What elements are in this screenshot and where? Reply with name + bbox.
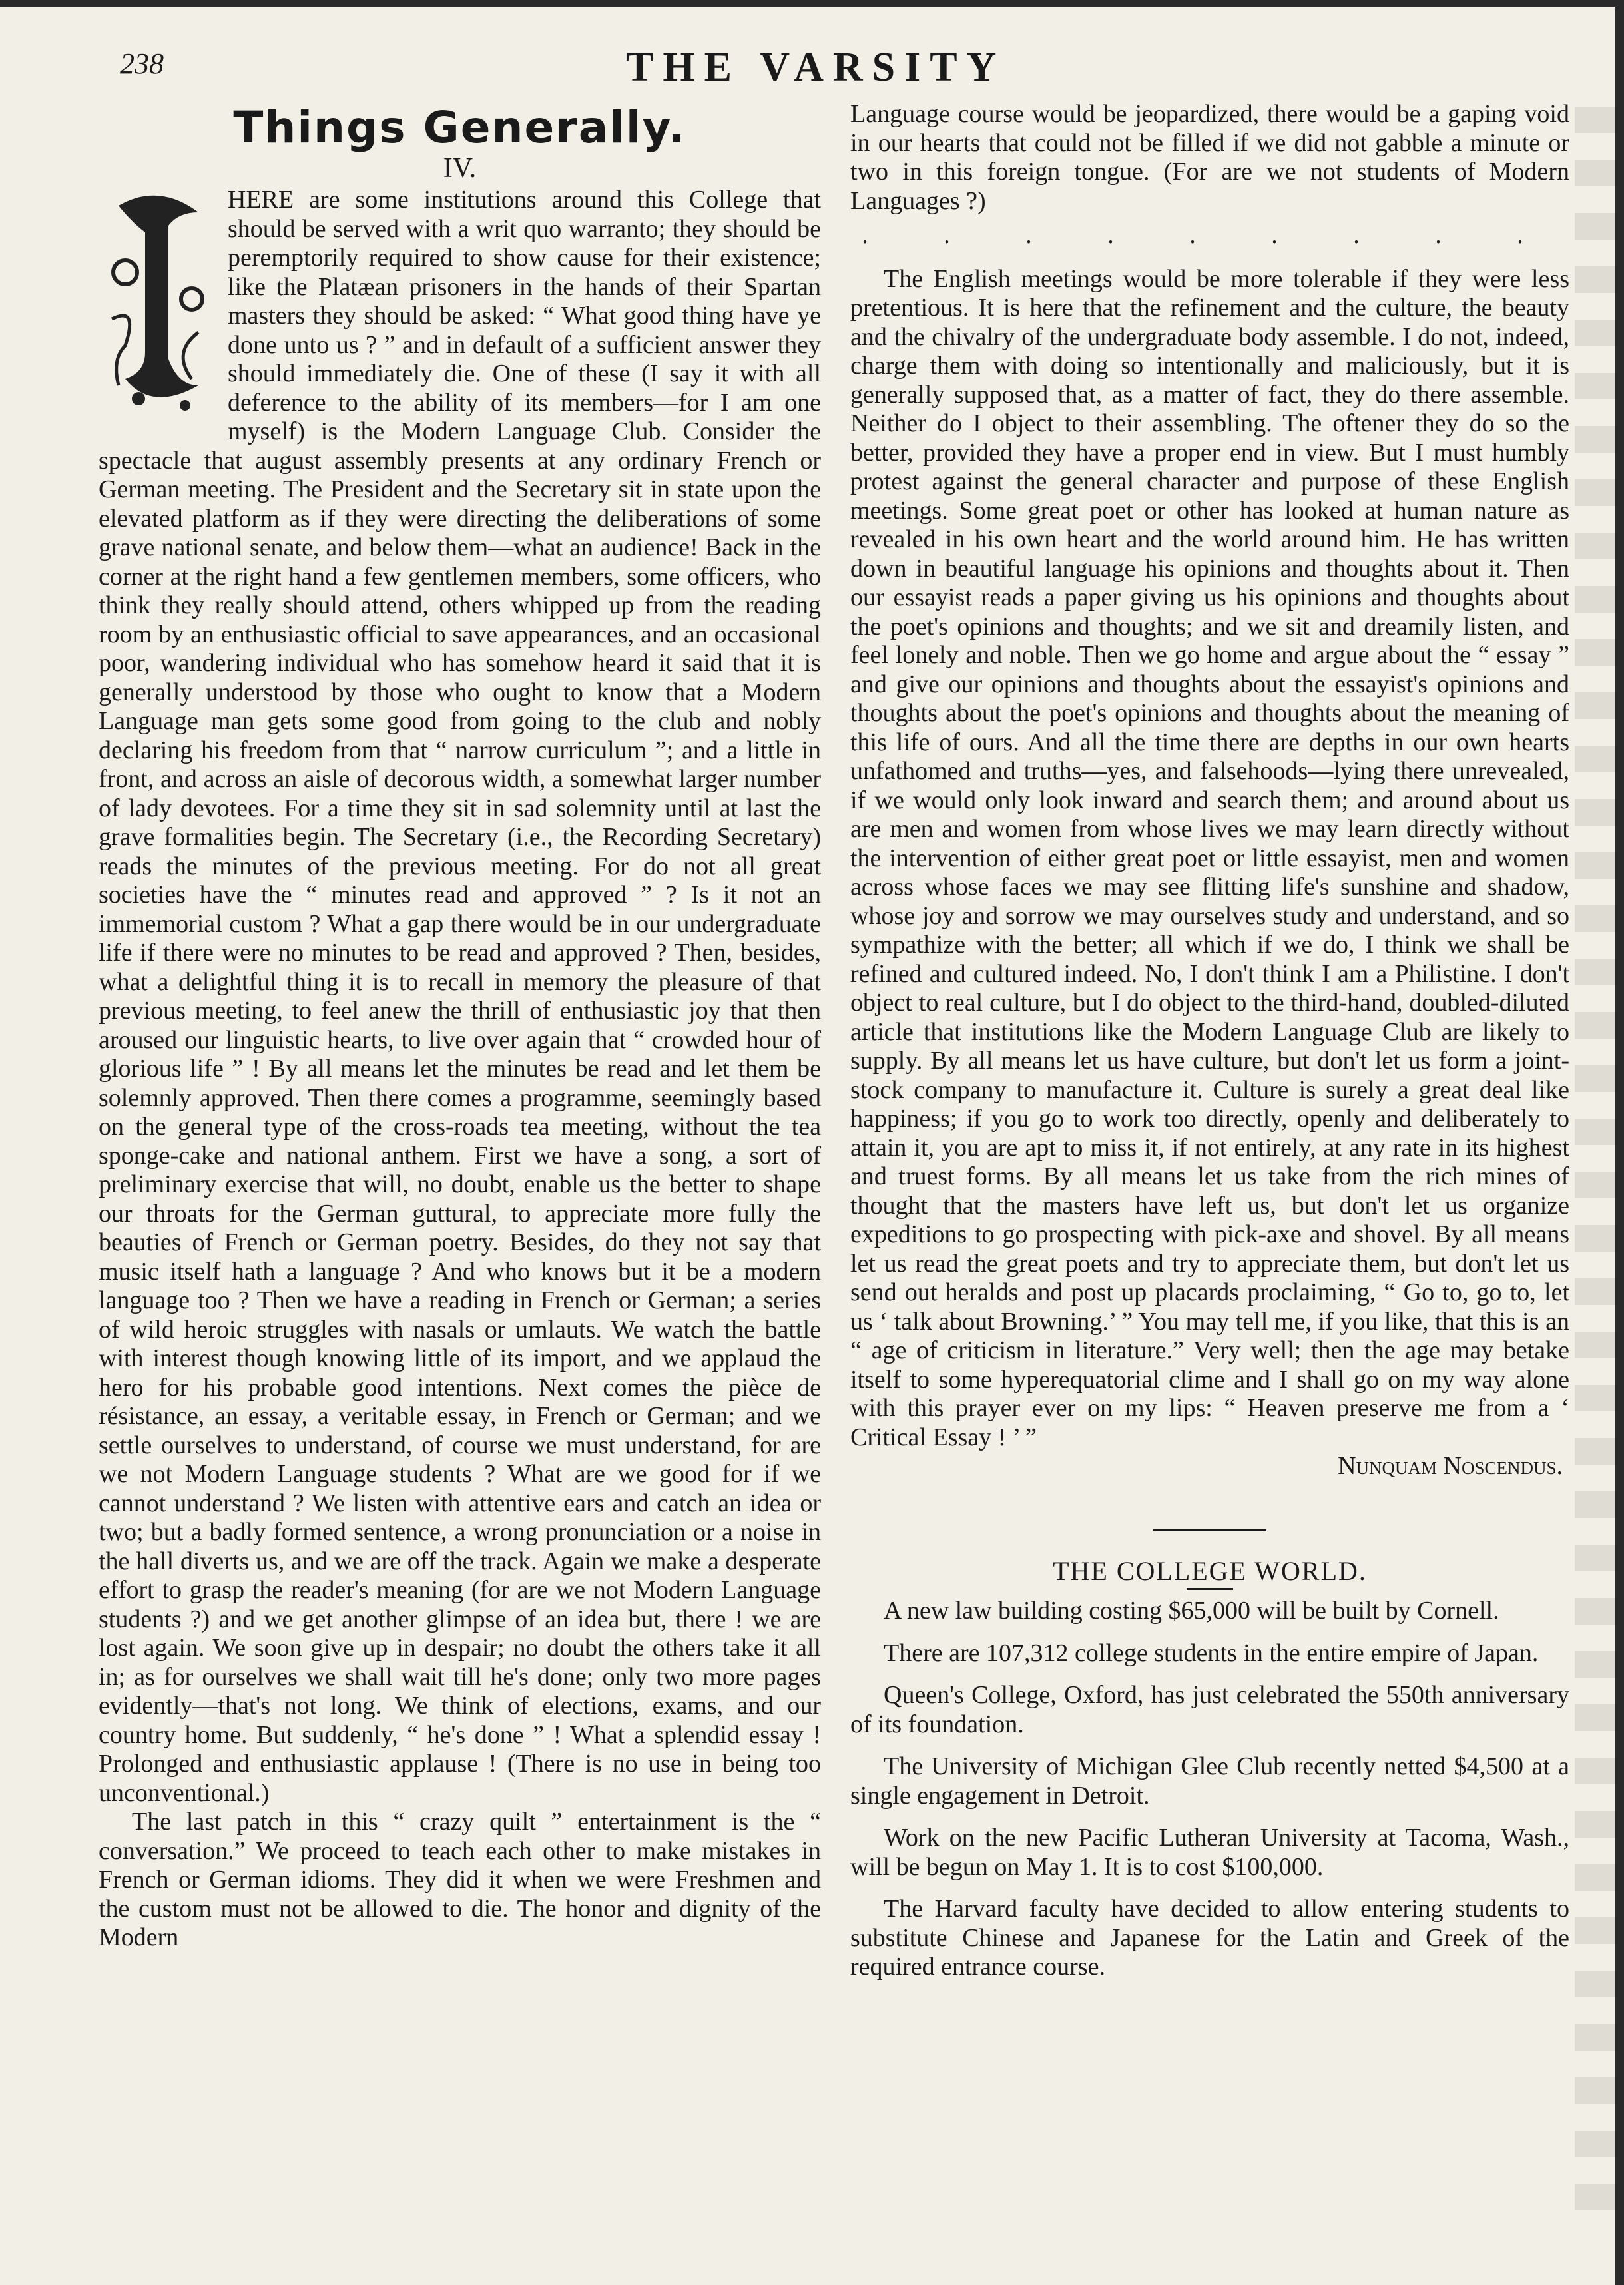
article-title: Things Generally. <box>233 102 686 153</box>
top-border <box>0 0 1624 7</box>
article-paragraph: Language course would be jeopardized, there would be a gaping void in our hearts that could not be filled if we did not gabble a minute or two in this foreign tongue. (For are we not students of Modern Languages ?) <box>850 100 1569 215</box>
page-number: 238 <box>120 47 164 80</box>
page-header <box>120 47 1452 93</box>
article-paragraph: The last patch in this “ crazy quilt ” entertainment is the “ conversation.” We proceed to teach each other to make mistakes in French or German idioms. They did it when we were Freshmen and the custom must not be allowed to die. The honor and dignity of the Modern <box>99 1808 821 1951</box>
column-left <box>99 100 821 1953</box>
section-dots: . . . . . . . . . <box>862 221 1558 249</box>
news-item: The Harvard faculty have decided to allow entering students to substitute Chinese and Japanese for the Latin and Greek of the required entrance course. <box>850 1895 1569 1981</box>
masthead: THE VARSITY <box>626 45 1006 90</box>
author-signature: Nunquam Noscendus. <box>1338 1452 1563 1480</box>
page-edge <box>1615 0 1624 2285</box>
article-paragraph: The English meetings would be more tolerable if they were less pretentious. It is here that the refinement and the culture, the beauty and the chivalry of the undergraduate body assemble. I do not, indeed, charge them with doing so intentionally and maliciously, but it is generally supposed that, as a matter of fact, they do there assemble. Neither do I object to their assembling. The oftener they do so the better, provided they have a proper end in view. But I must humbly protest against the general character and purpose of these English meetings. Some great poet or other has looked at human nature as revealed in his own heart and the world around him. He has written down in beautiful language his opinions and thoughts about it. Then our essayist reads a paper giving us his opinions and thoughts about the poet's opinions and thoughts; and we sit and dreamily listen, and feel lonely and noble. Then we go home and argue about the “ essay ” and give our opinions and thoughts about the essayist's opinions and thoughts about the poet's opinions and thoughts about the meaning of this life of ours. And all the time there are depths in our own hearts unfathomed and truths—yes, and falsehoods—lying there unrevealed, if we would only look inward and search them; and around about us are men and women from whose lives we may learn directly without the intervention of either great poet or little essayist, men and women across whose faces we may see flitting life's sunshine and shadow, whose joy and sorrow we may ourselves study and understand, and so sympathize with the better; all which if we do, I think we shall be refined and cultured indeed. No, I don't think I am a Philistine. I don't object to real culture, but I do object to the third-hand, doubled-diluted article that institutions like the Modern Language Club are likely to supply. By all means let us have culture, but don't let us form a joint-stock company to manufacture it. Culture is surely a great deal like happiness; if you go to work too directly, openly and deliberately to attain it, you are apt to miss it, if not entirely, at any rate in its highest and truest forms. By all means let us take from the rich mines of thought that the masters have left us, but don't let us organize expeditions to go prospecting with pick-axe and shovel. By all means let us read the great poets and try to appreciate them, but don't let us send out heralds and post up placards proclaiming, “ Go to, go to, let us ‘ talk about Browning.’ ” You may tell me, if you like, that this is an “ age of criticism in literature.” Very well; then the age may betake itself to some hyperequatorial clime and I shall go on my way alone with this prayer ever on my lips: “ Heaven preserve me from a ‘ Critical Essay ! ’ ” <box>850 264 1569 1451</box>
news-item: There are 107,312 college students in the entire empire of Japan. <box>884 1639 1539 1667</box>
news-item: Work on the new Pacific Lutheran University at Tacoma, Wash., will be begun on May 1. It is to cost $100,000. <box>850 1824 1569 1881</box>
title-underline <box>1187 1588 1233 1590</box>
section-divider <box>1153 1529 1266 1531</box>
college-world-title: THE COLLEGE WORLD. <box>1053 1555 1367 1586</box>
article-paragraph: HERE are some institutions around this College that should be served with a writ quo warranto; they should be peremptorily required to show cause for their existence; like the Platæan prisoners in the hands of their Spartan masters they should be asked: “ What good thing have ye done unto us ? ” and in default of a sufficient answer they should immediately die. One of these (I say it with all deference to the ability of its members—for I am one myself) is the Modern Language Club. Consider the spectacle that august assembly presents at any ordinary French or German meeting. The President and the Secretary sit in state upon the elevated platform as if they were directing the deliberations of some grave national senate, and below them—what an audience! Back in the corner at the right hand a few gentlemen members, some officers, who think they really should attend, others whipped up from the reading room by an enthusiastic official to save appearances, and an occasional poor, wandering individual who has somehow heard it said that it is generally understood by those who ought to know that a Modern Language man gets some good from going to the club and nobly declaring his freedom from that “ narrow curriculum ”; and a little in front, and across an aisle of decorous width, a somewhat larger number of lady devotees. For a time they sit in sad solemnity until at last the grave formalities begin. The Secretary (i.e., the Recording Secretary) reads the minutes of the previous meeting. For do not all great societies have the “ minutes read and approved ” ? Is it not an immemorial custom ? What a gap there would be in our undergraduate life if there were no minutes to be read and approved ? Then, besides, what a delightful thing it is to recall in memory the pleasure of that previous meeting, to feel anew the thrill of enthusiastic joy that then aroused our linguistic hearts, to live over again that “ crowded hour of glorious life ” ! By all means let the minutes be read and let them be solemnly approved. Then there comes a programme, seemingly based on the general type of the cross-roads tea meeting, without the tea sponge-cake and national anthem. First we have a song, a sort of preliminary exercise that will, no doubt, enable us the better to shape our throats for the German guttural, to appreciate more fully the beauties of French or German poetry. Besides, do they not say that music itself hath a language ? And who knows but it be a modern language too ? Then we have a reading in French or German; a series of wild heroic struggles with nasals or umlauts. We watch the battle with interest though knowing little of its import, and we applaud the hero for his probable good intentions. Next comes the pièce de résistance, an essay, a veritable essay, in French or German; and we settle ourselves to understand, of course we must understand, for are we not Modern Language students ? What are we good for if we cannot understand ? We listen with attentive ears and catch an idea or two; but a badly formed sentence, a wrong pronunciation or a noise in the hall diverts us, and we are off the track. Again we make a desperate effort to grasp the reader's meaning (for are we not Modern Language students ?) and we get another glimpse of an idea but, there ! we are lost again. We soon give up in despair; no doubt the others take it all in; as for ourselves we shall wait till he's done; only two more pages evidently—that's not long. We think of elections, exams, and our country home. But suddenly, “ he's done ” ! What a splendid essay ! Prolonged and enthusiastic applause ! (There is no use in being too unconventional.) <box>99 186 821 1807</box>
news-item: A new law building costing $65,000 will be built by Cornell. <box>884 1597 1499 1625</box>
section-number: IV. <box>443 152 477 184</box>
adjacent-page-bleed <box>1575 107 1615 2237</box>
news-item: Queen's College, Oxford, has just celebrated the 550th anniversary of its foundation. <box>850 1681 1569 1738</box>
ornamental-dropcap-icon <box>99 186 218 419</box>
news-item: The University of Michigan Glee Club recently netted $4,500 at a single engagement in Detroit. <box>850 1752 1569 1810</box>
column-right <box>850 100 1569 1995</box>
